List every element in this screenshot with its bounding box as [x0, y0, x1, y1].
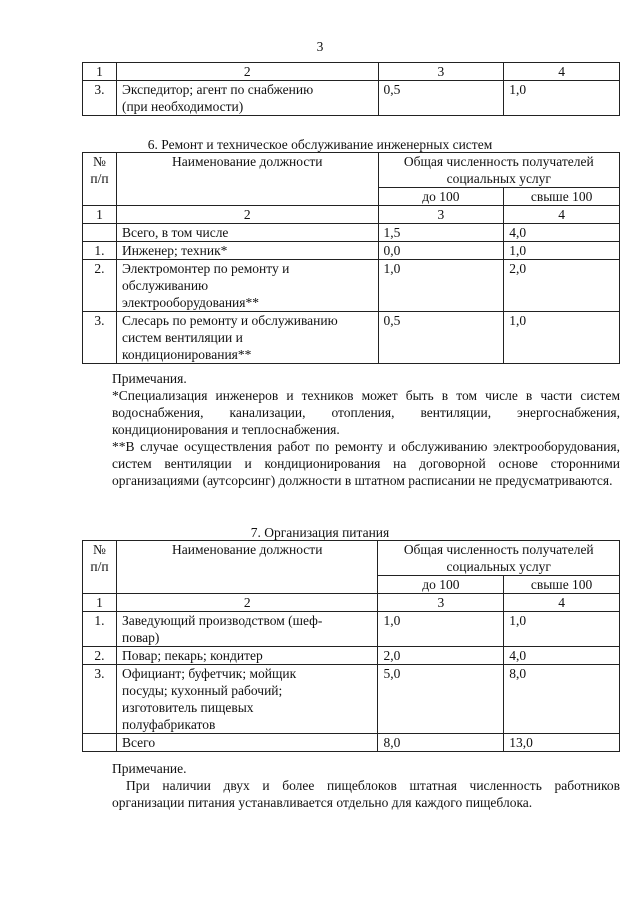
position-name	[116, 647, 378, 665]
row-number: 2.	[83, 260, 117, 312]
position-name-line: электрооборудования**	[121, 295, 259, 310]
position-name	[116, 224, 378, 242]
position-name	[116, 242, 378, 260]
position-name-line: изготовитель пищевых	[121, 700, 254, 715]
col-up-to-100-header: до 100	[378, 576, 504, 594]
position-name-line: Электромонтер по ремонту и	[121, 261, 290, 276]
value-up-to-100: 0,0	[378, 242, 504, 260]
value-up-to-100: 1,5	[378, 224, 504, 242]
col-name-header: Наименование должности	[116, 541, 378, 594]
section6-notes	[112, 370, 620, 387]
index-row: 1 2 3 4	[83, 594, 620, 612]
table-row	[83, 647, 620, 665]
row-number: 2.	[83, 647, 117, 665]
value-over-100: 2,0	[504, 260, 620, 312]
notes-heading: Примечание.	[112, 761, 187, 776]
value-over-100: 4,0	[504, 224, 620, 242]
table-row	[83, 260, 620, 312]
table-row	[83, 312, 620, 364]
table-row	[83, 224, 620, 242]
row-number: 3.	[83, 81, 117, 116]
position-name-line: обслуживанию	[121, 278, 209, 293]
col-number-header: № п/п	[83, 153, 117, 206]
position-name	[116, 665, 378, 734]
section7-note: При наличии двух и более пищеблоков штатная численность работников организации питания устанавливается отдельно для каждого пищеблока.	[112, 778, 620, 810]
header-cell: 4	[504, 63, 620, 81]
value-over-100: 8,0	[504, 665, 620, 734]
col-over-100-header: свыше 100	[504, 188, 620, 206]
position-name-line: Всего	[121, 735, 156, 750]
section7-table	[82, 540, 620, 752]
position-name-line: полуфабрикатов	[121, 717, 216, 732]
section6-note1: *Специализация инженеров и техников может быть в том числе в части систем водоснабжения, канализации, отопления, вентиляции, энергоснабжения, кондиционирования и теплоснабжения.	[112, 388, 620, 437]
value-over-100: 1,0	[504, 81, 620, 116]
table-row	[83, 612, 620, 647]
table-header-row	[83, 63, 620, 81]
section6-table	[82, 152, 620, 364]
value-up-to-100: 5,0	[378, 665, 504, 734]
col-number-header: № п/п	[83, 541, 117, 594]
table-row	[83, 665, 620, 734]
position-name-line: (при необходимости)	[121, 99, 244, 114]
header-cell: 3	[378, 63, 504, 81]
position-name-line: Экспедитор; агент по снабжению	[121, 82, 314, 97]
col-group-header: Общая численность получателей социальных услуг	[378, 541, 620, 576]
col-over-100-header: свыше 100	[504, 576, 620, 594]
section7-notes	[112, 760, 620, 777]
position-name-line: Заведующий производством (шеф-	[121, 613, 323, 628]
position-name	[116, 612, 378, 647]
position-name-line: кондиционирования**	[121, 347, 252, 362]
position-name-line: Повар; пекарь; кондитер	[121, 648, 263, 663]
position-name-line: систем вентиляции и	[121, 330, 243, 345]
value-up-to-100: 0,5	[378, 312, 504, 364]
position-name	[116, 734, 378, 752]
value-over-100: 4,0	[504, 647, 620, 665]
position-name-line: Всего, в том числе	[121, 225, 229, 240]
value-up-to-100: 8,0	[378, 734, 504, 752]
position-name-line: повар)	[121, 630, 160, 645]
value-up-to-100: 1,0	[378, 612, 504, 647]
value-over-100: 1,0	[504, 242, 620, 260]
position-name-line: Официант; буфетчик; мойщик	[121, 666, 297, 681]
top-table	[82, 62, 620, 116]
position-name	[116, 312, 378, 364]
value-up-to-100: 0,5	[378, 81, 504, 116]
table-row	[83, 734, 620, 752]
col-up-to-100-header: до 100	[378, 188, 504, 206]
header-cell: 1	[83, 63, 117, 81]
header-cell: 2	[116, 63, 378, 81]
position-name-line: Слесарь по ремонту и обслуживанию	[121, 313, 338, 328]
index-row: 1 2 3 4	[83, 206, 620, 224]
section6-title: 6. Ремонт и техническое обслуживание инженерных систем	[147, 137, 493, 152]
value-up-to-100: 2,0	[378, 647, 504, 665]
value-over-100: 1,0	[504, 312, 620, 364]
page-number: 3	[316, 39, 324, 54]
row-number: 3.	[83, 665, 117, 734]
position-name	[116, 81, 378, 116]
value-over-100: 1,0	[504, 612, 620, 647]
row-number	[83, 734, 117, 752]
position-name-line: посуды; кухонный рабочий;	[121, 683, 283, 698]
row-number: 1.	[83, 612, 117, 647]
col-group-header: Общая численность получателей социальных услуг	[378, 153, 619, 188]
col-name-header: Наименование должности	[116, 153, 378, 206]
section7-title: 7. Организация питания	[250, 525, 390, 540]
row-number: 1.	[83, 242, 117, 260]
position-name-line: Инженер; техник*	[121, 243, 228, 258]
value-up-to-100: 1,0	[378, 260, 504, 312]
table-row	[83, 242, 620, 260]
notes-heading: Примечания.	[112, 371, 187, 386]
table-row	[83, 81, 620, 116]
value-over-100: 13,0	[504, 734, 620, 752]
section6-note2: **В случае осуществления работ по ремонту и обслуживанию электрооборудования, систем вентиляции и кондиционирования на договорной основе сторонними организациями (аутсорсинг) должности в штатном расписании не предусматриваются.	[112, 439, 620, 488]
row-number	[83, 224, 117, 242]
row-number: 3.	[83, 312, 117, 364]
position-name	[116, 260, 378, 312]
